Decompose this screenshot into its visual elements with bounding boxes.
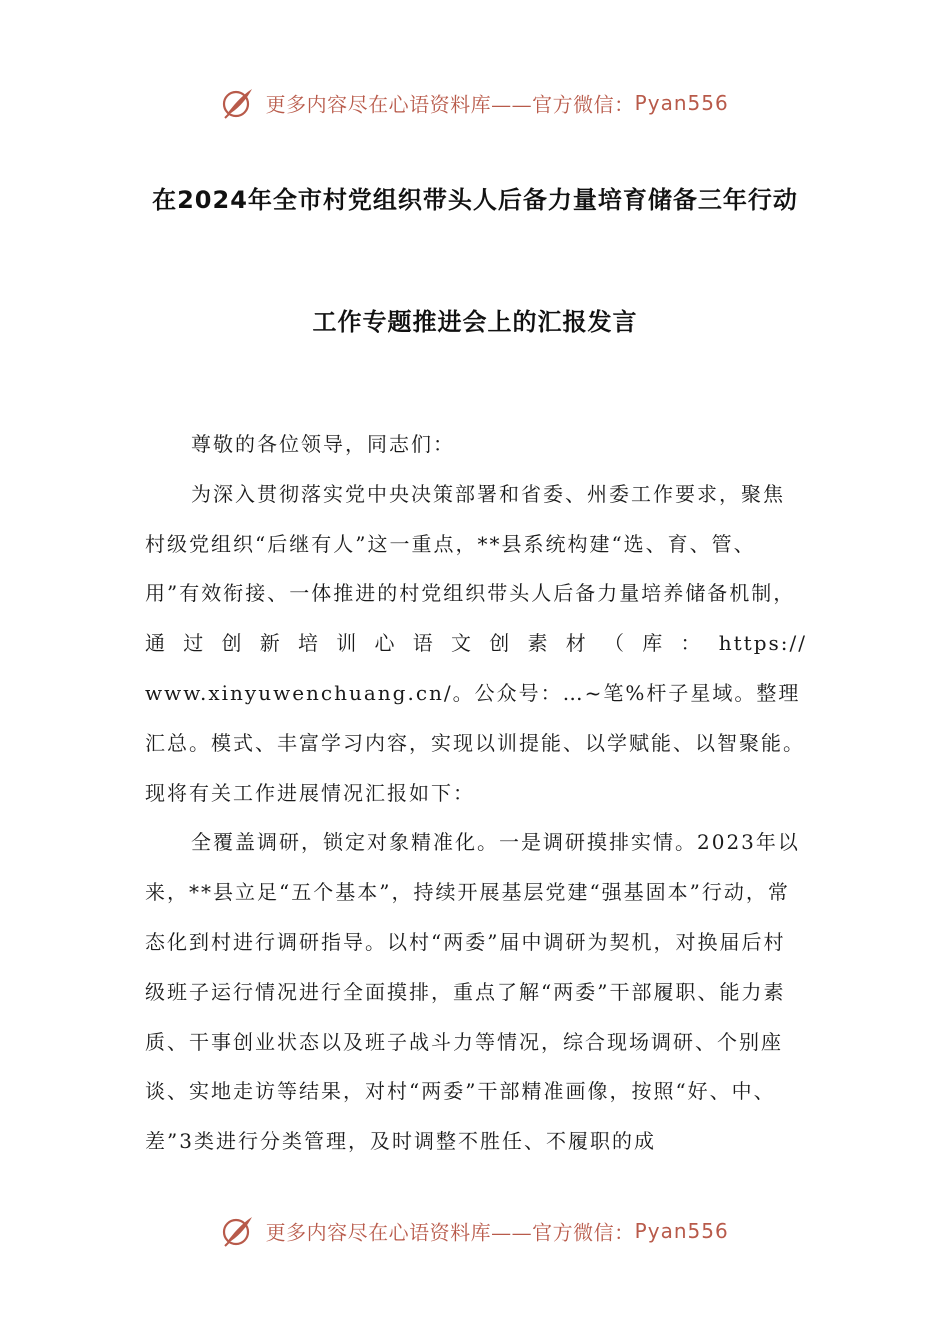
paragraph-1-rest: www.xinyuwenchuang.cn/。公众号：…~笔%杆子星域。整理汇总。模式、丰富学习内容，实现以训提能、以学赋能、以智聚能。现将有关工作进展情况汇报如下：	[145, 680, 805, 805]
header-banner	[0, 86, 950, 120]
paragraph-1-line-4: 通过创新培训心语文创素材（库：https://	[145, 631, 807, 656]
document-body	[145, 420, 807, 1167]
banner-text: 更多内容尽在心语资料库——官方微信：	[265, 1220, 635, 1245]
document-title-line1: 在2024年全市村党组织带头人后备力量培育储备三年行动	[152, 186, 798, 214]
paragraph-1-line-3: 用”有效衔接、一体推进的村党组织带头人后备力量培养储备机制，	[145, 581, 796, 606]
greeting: 尊敬的各位领导，同志们：	[191, 432, 455, 456]
paragraph-1-line-2: 村级党组织“后继有人”这一重点，**县系统构建“选、育、管、	[145, 531, 756, 556]
paragraph-2: 全覆盖调研，锁定对象精准化。一是调研摸排实情。2023年以来，**县立足“五个基本”，持续开展基层党建“强基固本”行动，常态化到村进行调研指导。以村“两委”届中调研为契机，对换届后村级班子运行情况进行全面摸排，重点了解“两委”干部履职、能力素质、干事创业状态以及班子战斗力等情况，综合现场调研、个别座谈、实地走访等结果，对村“两委”干部精准画像，按照“好、中、差”3类进行分类管理，及时调整不胜任、不履职的成	[145, 830, 800, 1154]
paragraph-1-line-1: 为深入贯彻落实党中央决策部署和省委、州委工作要求，聚焦	[191, 481, 785, 506]
document-title-line2: 工作专题推进会上的汇报发言	[312, 308, 638, 336]
banner-text: 更多内容尽在心语资料库——官方微信：	[265, 92, 635, 117]
banner-wechat-id: Pyan556	[634, 91, 729, 115]
quill-logo-icon	[221, 1214, 255, 1248]
quill-logo-icon	[221, 86, 255, 120]
footer-banner	[0, 1214, 950, 1248]
banner-wechat-id: Pyan556	[634, 1219, 729, 1243]
